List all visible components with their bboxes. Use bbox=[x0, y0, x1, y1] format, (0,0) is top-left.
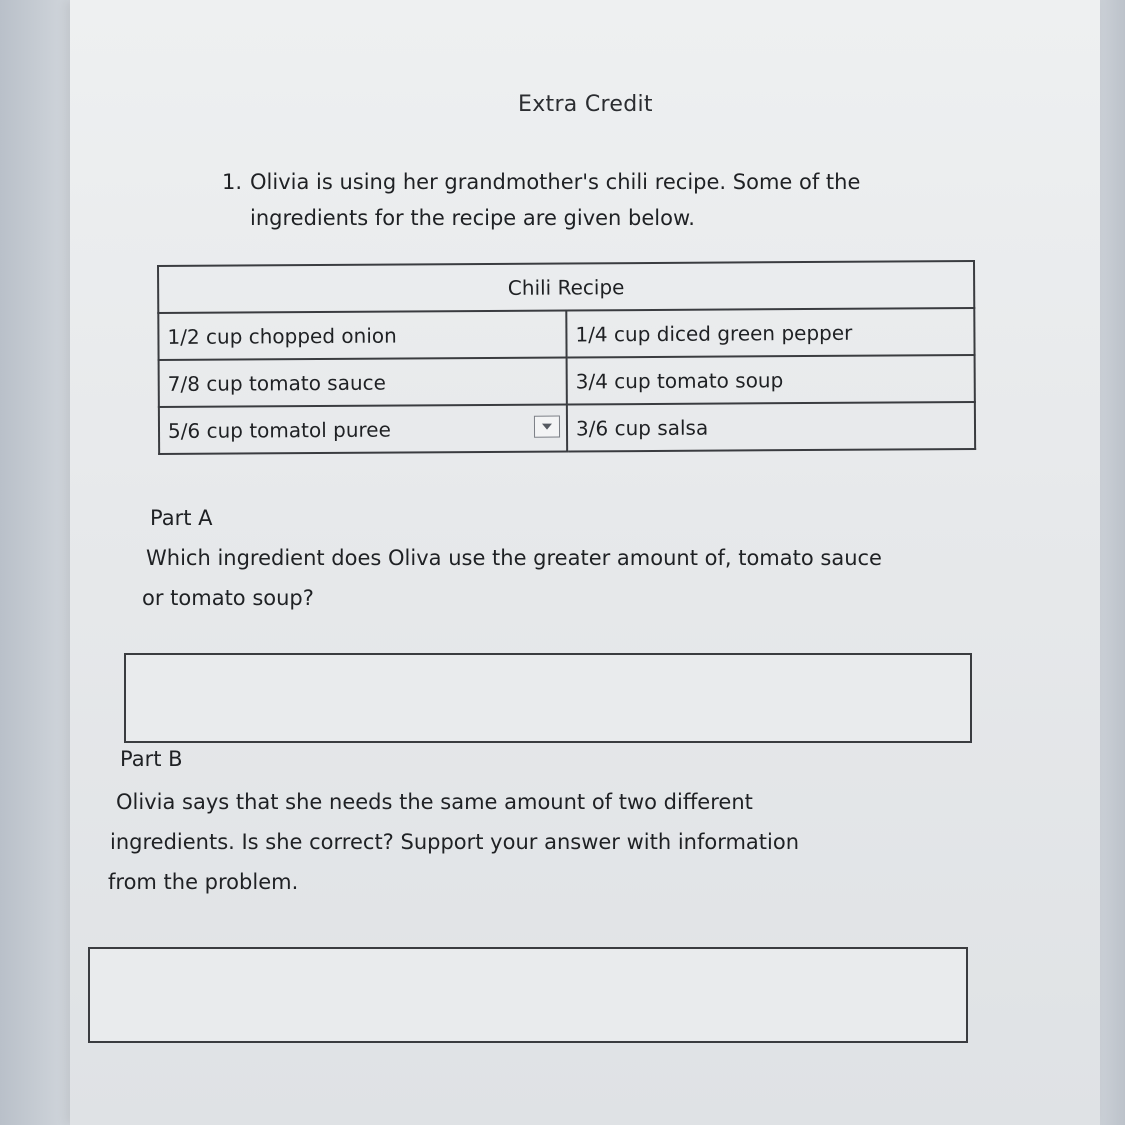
part-a-line-2: or tomato soup? bbox=[142, 586, 314, 610]
question-1-line-2: ingredients for the recipe are given below. bbox=[250, 206, 695, 230]
background-right bbox=[1097, 0, 1125, 1125]
part-b-line-1: Olivia says that she needs the same amount of two different bbox=[116, 790, 753, 814]
table-header-row bbox=[158, 261, 974, 313]
part-b-label: Part B bbox=[120, 747, 183, 771]
question-1-line-1: Olivia is using her grandmother's chili recipe. Some of the bbox=[250, 170, 861, 194]
table-cell: 7/8 cup tomato sauce bbox=[159, 357, 567, 406]
part-b-line-2: ingredients. Is she correct? Support your answer with information bbox=[110, 830, 800, 854]
table-cell-with-dropdown bbox=[159, 404, 567, 453]
table-cell: 3/6 cup salsa bbox=[567, 402, 975, 451]
table-header: Chili Recipe bbox=[158, 261, 974, 313]
part-b-answer-box[interactable] bbox=[88, 947, 968, 1043]
part-a-question bbox=[142, 538, 882, 618]
recipe-table bbox=[157, 260, 976, 455]
part-a-answer-box[interactable] bbox=[124, 653, 972, 743]
part-a-label: Part A bbox=[150, 506, 213, 530]
table-cell-text: 5/6 cup tomatol puree bbox=[167, 417, 391, 443]
question-1 bbox=[222, 164, 922, 236]
table-cell: 3/4 cup tomato soup bbox=[567, 355, 975, 404]
chevron-down-icon[interactable] bbox=[534, 416, 560, 438]
table-row bbox=[159, 402, 975, 454]
part-b-question bbox=[110, 782, 799, 902]
question-number: 1. bbox=[222, 170, 243, 194]
table-row bbox=[159, 355, 975, 407]
table-cell: 1/2 cup chopped onion bbox=[158, 311, 566, 360]
table-cell: 1/4 cup diced green pepper bbox=[566, 308, 974, 357]
page-title: Extra Credit bbox=[518, 92, 653, 117]
table-row bbox=[158, 308, 974, 360]
part-a-line-1: Which ingredient does Oliva use the greater amount of, tomato sauce bbox=[146, 546, 882, 570]
part-b-line-3: from the problem. bbox=[108, 870, 299, 894]
